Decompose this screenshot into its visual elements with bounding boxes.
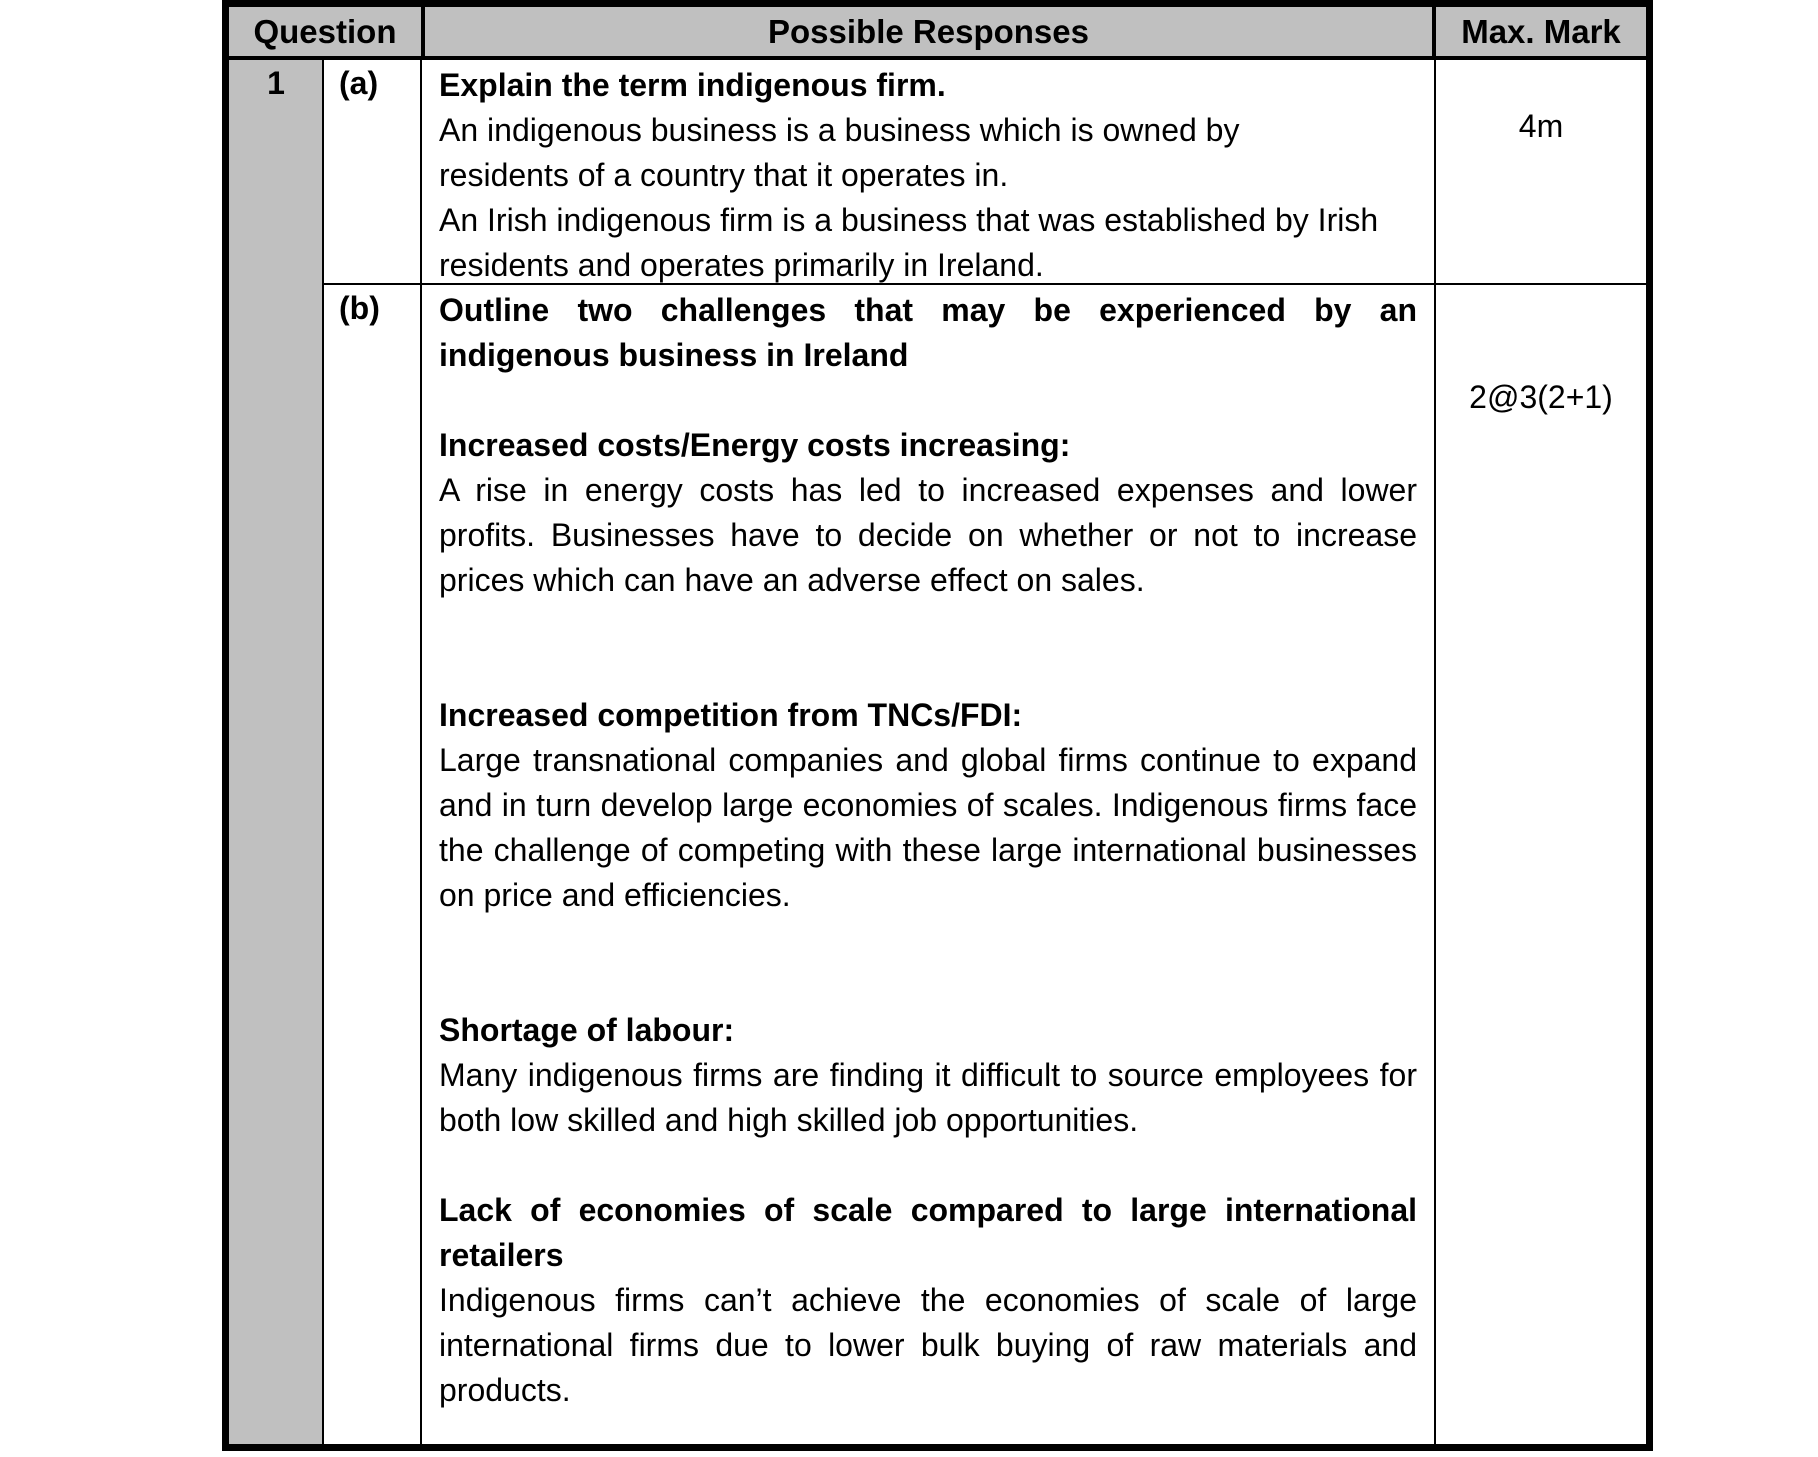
header-divider-1 xyxy=(421,7,425,56)
part-a-answer-line: An Irish indigenous firm is a business that was established by Irish xyxy=(439,202,1379,238)
column-rule-mark xyxy=(1434,60,1436,1444)
point-body: Many indigenous firms are finding it difficult to source employees for both low skilled and high skilled job opportunities. xyxy=(439,1057,1417,1138)
header-possible-responses: Possible Responses xyxy=(425,7,1432,56)
header-question: Question xyxy=(229,7,421,56)
part-b-prompt: Outline two challenges that may be experienced by an indigenous business in Ireland xyxy=(439,292,1417,373)
column-rule-part xyxy=(420,60,422,1444)
part-b-point-4 xyxy=(439,1188,1417,1413)
part-b-max-mark: 2@3(2+1) xyxy=(1469,379,1613,415)
point-body: Indigenous firms can’t achieve the economies of scale of large international firms due to lower bulk buying of raw materials and products. xyxy=(439,1282,1417,1408)
part-a-label: (a) xyxy=(339,65,379,101)
part-a-answer-line: An indigenous business is a business which is owned by xyxy=(439,112,1240,148)
part-a-answer-line: residents and operates primarily in Ireland. xyxy=(439,247,1044,283)
part-b-point-2 xyxy=(439,693,1417,918)
part-b-point-3 xyxy=(439,1008,1417,1143)
part-a-answer-line: residents of a country that it operates in. xyxy=(439,157,1009,193)
question-number: 1 xyxy=(267,65,285,101)
header-divider-2 xyxy=(1432,7,1436,56)
point-body: Large transnational companies and global firms continue to expand and in turn develop large economies of scales. Indigenous firms face the challenge of competing with these large international businesses on price and efficiencies. xyxy=(439,742,1417,913)
question-number-column xyxy=(229,60,323,1444)
marking-scheme-table xyxy=(222,0,1653,1451)
point-heading: Lack of economies of scale compared to large international retailers xyxy=(439,1192,1417,1273)
part-b-label: (b) xyxy=(339,290,380,326)
column-rule-qnum xyxy=(322,60,324,1444)
header-max-mark: Max. Mark xyxy=(1436,7,1646,56)
point-body: A rise in energy costs has led to increased expenses and lower profits. Businesses have to decide on whether or not to increase prices which can have an adverse effect on sales. xyxy=(439,472,1417,598)
part-a-response xyxy=(439,63,1419,288)
point-heading: Shortage of labour: xyxy=(439,1012,735,1048)
point-heading: Increased costs/Energy costs increasing: xyxy=(439,427,1071,463)
part-b-point-1 xyxy=(439,423,1417,603)
part-a-prompt: Explain the term indigenous firm. xyxy=(439,67,946,103)
part-a-max-mark: 4m xyxy=(1518,108,1564,144)
point-heading: Increased competition from TNCs/FDI: xyxy=(439,697,1023,733)
